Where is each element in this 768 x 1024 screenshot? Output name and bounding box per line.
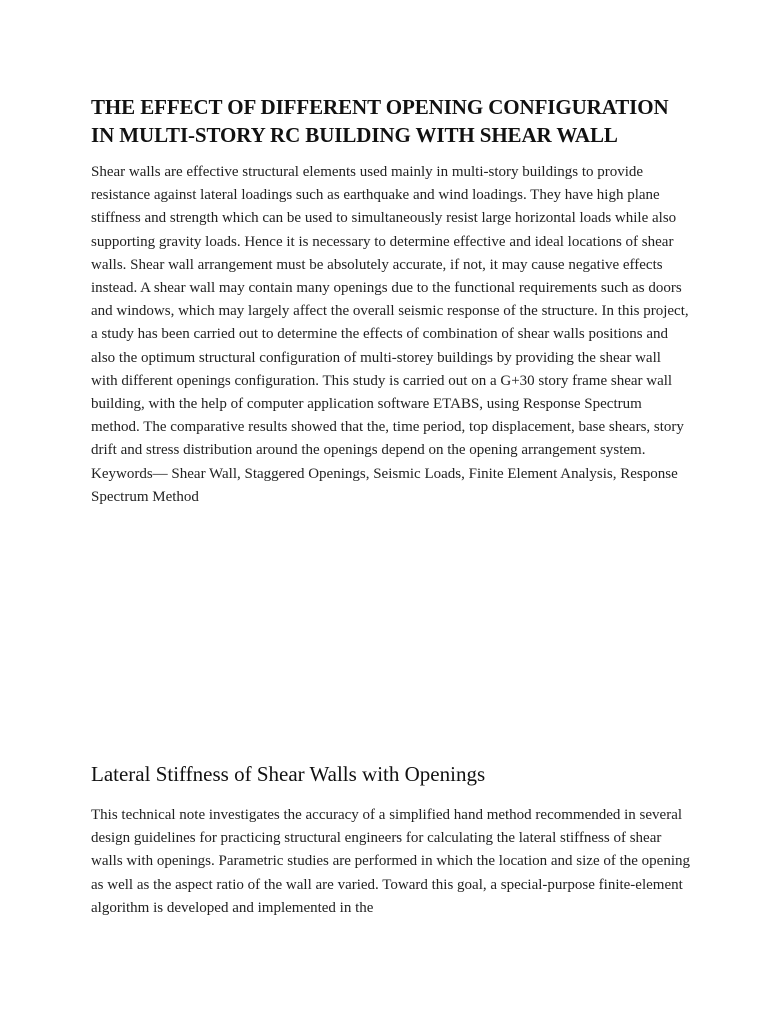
article-section-1 [91, 93, 691, 509]
article-title-1: THE EFFECT OF DIFFERENT OPENING CONFIGURATION IN MULTI-STORY RC BUILDING WITH SHEAR WALL [91, 95, 669, 147]
article-abstract-1: Shear walls are effective structural elements used mainly in multi-story buildings to provide resistance against lateral loadings such as earthquake and wind loadings. They have high plane stiffness and strength which can be used to simultaneously resist large horizontal loads while also supporting gravity loads. Hence it is necessary to determine effective and ideal locations of shear walls. Shear wall arrangement must be absolutely accurate, if not, it may cause negative effects instead. A shear wall may contain many openings due to the functional requirements such as doors and windows, which may largely affect the overall seismic response of the structure. In this project, a study has been carried out to determine the effects of combination of shear walls positions and also the optimum structural configuration of multi-storey buildings by providing the shear wall with different openings configuration. This study is carried out on a G+30 story frame shear wall building, with the help of computer application software ETABS, using Response Spectrum method. The comparative results showed that the, time period, top displacement, base shears, story drift and stress distribution around the openings depend on the opening arrangement system. Keywords— Shear Wall, Staggered Openings, Seismic Loads, Finite Element Analysis, Response Spectrum Method [91, 164, 689, 505]
article-section-2 [91, 760, 691, 920]
article-abstract-2: This technical note investigates the accuracy of a simplified hand method recommended in several design guidelines for practicing structural engineers for calculating the lateral stiffness of shear walls with openings. Parametric studies are performed in which the location and size of the opening as well as the aspect ratio of the wall are varied. Toward this goal, a special-purpose finite-element algorithm is developed and implemented in the [91, 807, 690, 916]
article-title-2: Lateral Stiffness of Shear Walls with Openings [91, 762, 486, 786]
